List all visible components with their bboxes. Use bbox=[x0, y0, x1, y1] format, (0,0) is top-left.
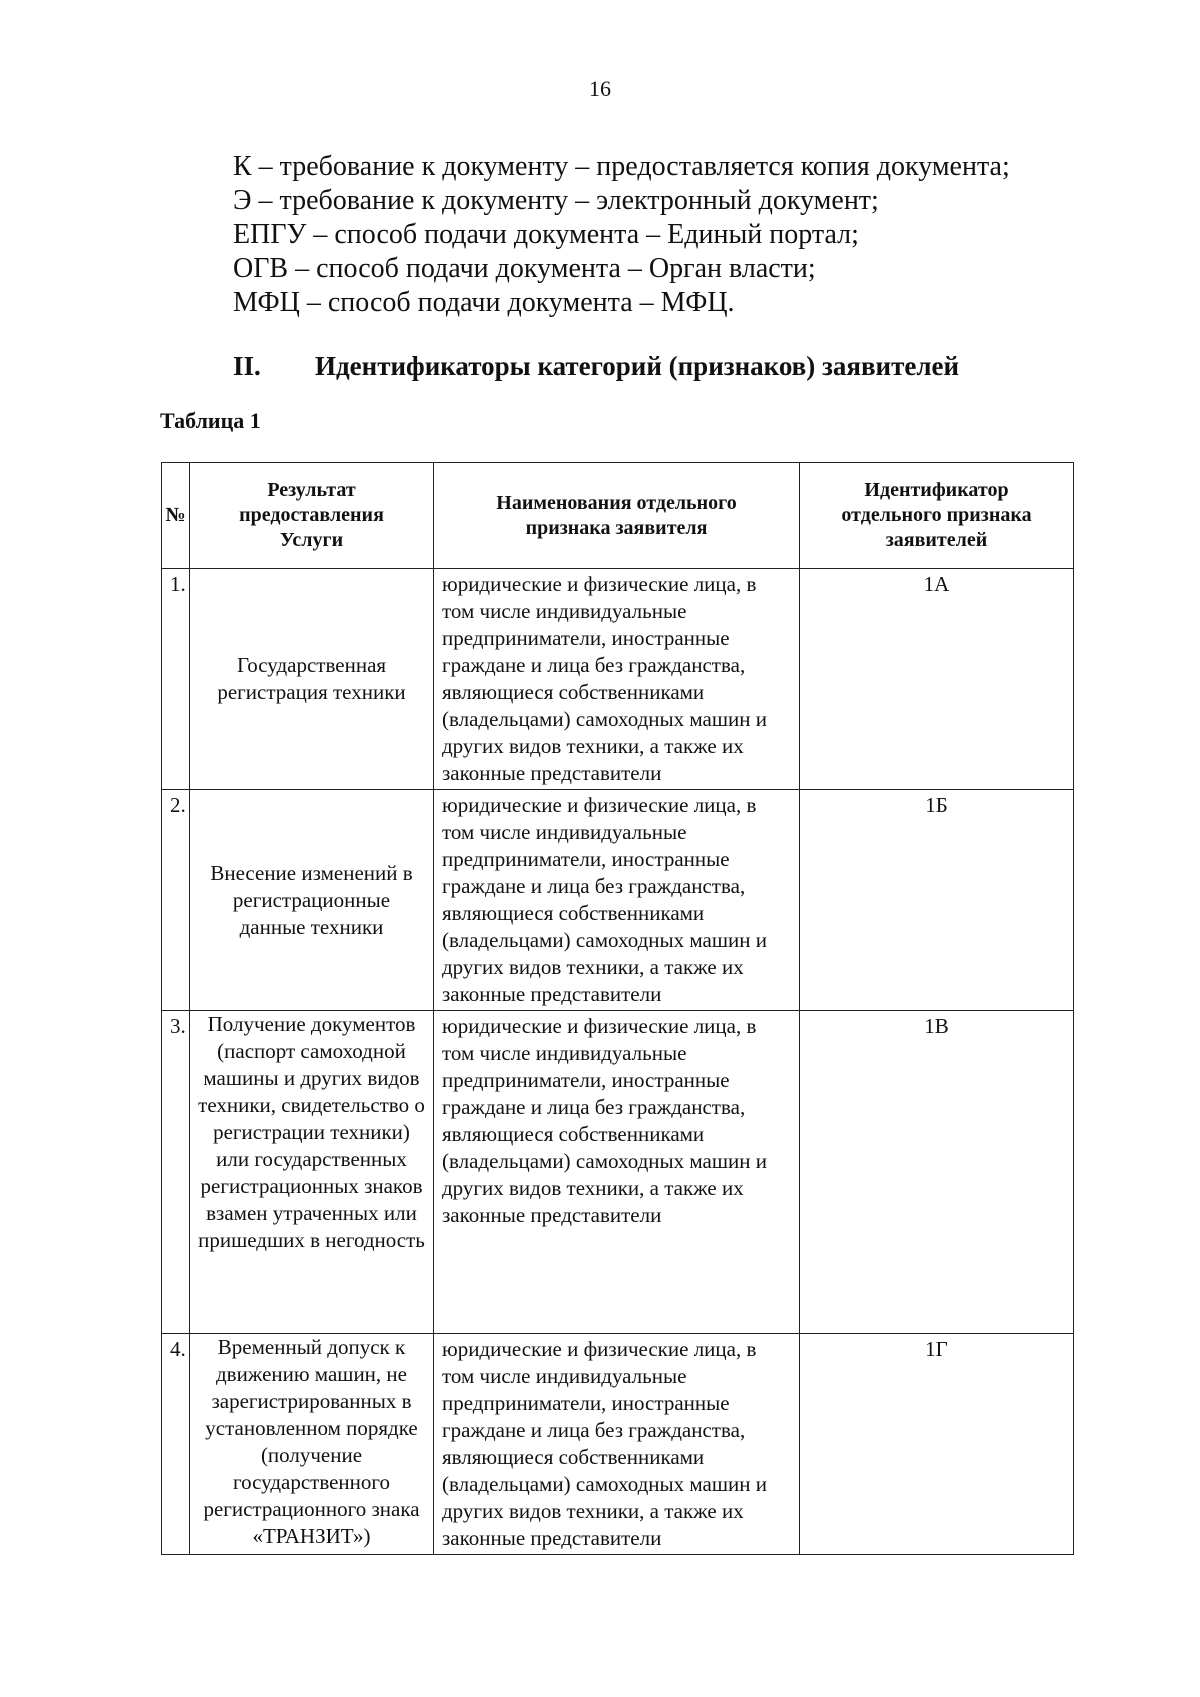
row-result: Получение документов (паспорт самоходной машины и других видов техники, свидетельство о регистрации техники) или государственных регистрационных знаков взамен утраченных или пришедших в негодность bbox=[190, 1011, 434, 1334]
row-description: юридические и физические лица, в том числе индивидуальные предприниматели, иностранные граждане и лица без гражданства, являющиеся собственниками (владельцами) самоходных машин и других видов техники, а также их законные представители bbox=[434, 569, 800, 790]
abbreviation-legend bbox=[233, 150, 1010, 320]
row-identifier: 1Б bbox=[800, 790, 1074, 1011]
header-name: Наименования отдельного признака заявителя bbox=[434, 463, 800, 569]
row-description: юридические и физические лица, в том числе индивидуальные предприниматели, иностранные граждане и лица без гражданства, являющиеся собственниками (владельцами) самоходных машин и других видов техники, а также их законные представители bbox=[434, 790, 800, 1011]
applicant-categories-table bbox=[161, 462, 1074, 1555]
section-heading bbox=[233, 351, 959, 382]
row-identifier: 1В bbox=[800, 1011, 1074, 1334]
row-number: 3. bbox=[162, 1011, 190, 1334]
legend-item: МФЦ – способ подачи документа – МФЦ. bbox=[233, 287, 735, 318]
legend-item: ОГВ – способ подачи документа – Орган власти; bbox=[233, 253, 816, 284]
table-row bbox=[162, 1334, 1074, 1555]
legend-item: ЕПГУ – способ подачи документа – Единый портал; bbox=[233, 219, 859, 250]
header-ident: Идентификатор отдельного признака заявителей bbox=[800, 463, 1074, 569]
row-result: Временный допуск к движению машин, не зарегистрированных в установленном порядке (получение государственного регистрационного знака «ТРАНЗИТ») bbox=[190, 1334, 434, 1555]
table-row bbox=[162, 790, 1074, 1011]
row-result: Государственная регистрация техники bbox=[190, 569, 434, 790]
header-result: Результат предоставления Услуги bbox=[190, 463, 434, 569]
row-result: Внесение изменений в регистрационные данные техники bbox=[190, 790, 434, 1011]
row-identifier: 1А bbox=[800, 569, 1074, 790]
table-row bbox=[162, 1011, 1074, 1334]
legend-item: К – требование к документу – предоставляется копия документа; bbox=[233, 151, 1010, 182]
legend-item: Э – требование к документу – электронный документ; bbox=[233, 185, 879, 216]
row-number: 2. bbox=[162, 790, 190, 1011]
page-number: 16 bbox=[589, 76, 611, 101]
table-header-row bbox=[162, 463, 1074, 569]
table-row bbox=[162, 569, 1074, 790]
row-identifier: 1Г bbox=[800, 1334, 1074, 1555]
section-number: II. bbox=[233, 351, 261, 381]
section-title: Идентификаторы категорий (признаков) заявителей bbox=[315, 351, 960, 381]
row-description: юридические и физические лица, в том числе индивидуальные предприниматели, иностранные граждане и лица без гражданства, являющиеся собственниками (владельцами) самоходных машин и других видов техники, а также их законные представители bbox=[434, 1334, 800, 1555]
row-number: 4. bbox=[162, 1334, 190, 1555]
row-description: юридические и физические лица, в том числе индивидуальные предприниматели, иностранные граждане и лица без гражданства, являющиеся собственниками (владельцами) самоходных машин и других видов техники, а также их законные представители bbox=[434, 1011, 800, 1334]
header-num: № bbox=[162, 463, 190, 569]
table-caption: Таблица 1 bbox=[160, 408, 261, 433]
row-number: 1. bbox=[162, 569, 190, 790]
